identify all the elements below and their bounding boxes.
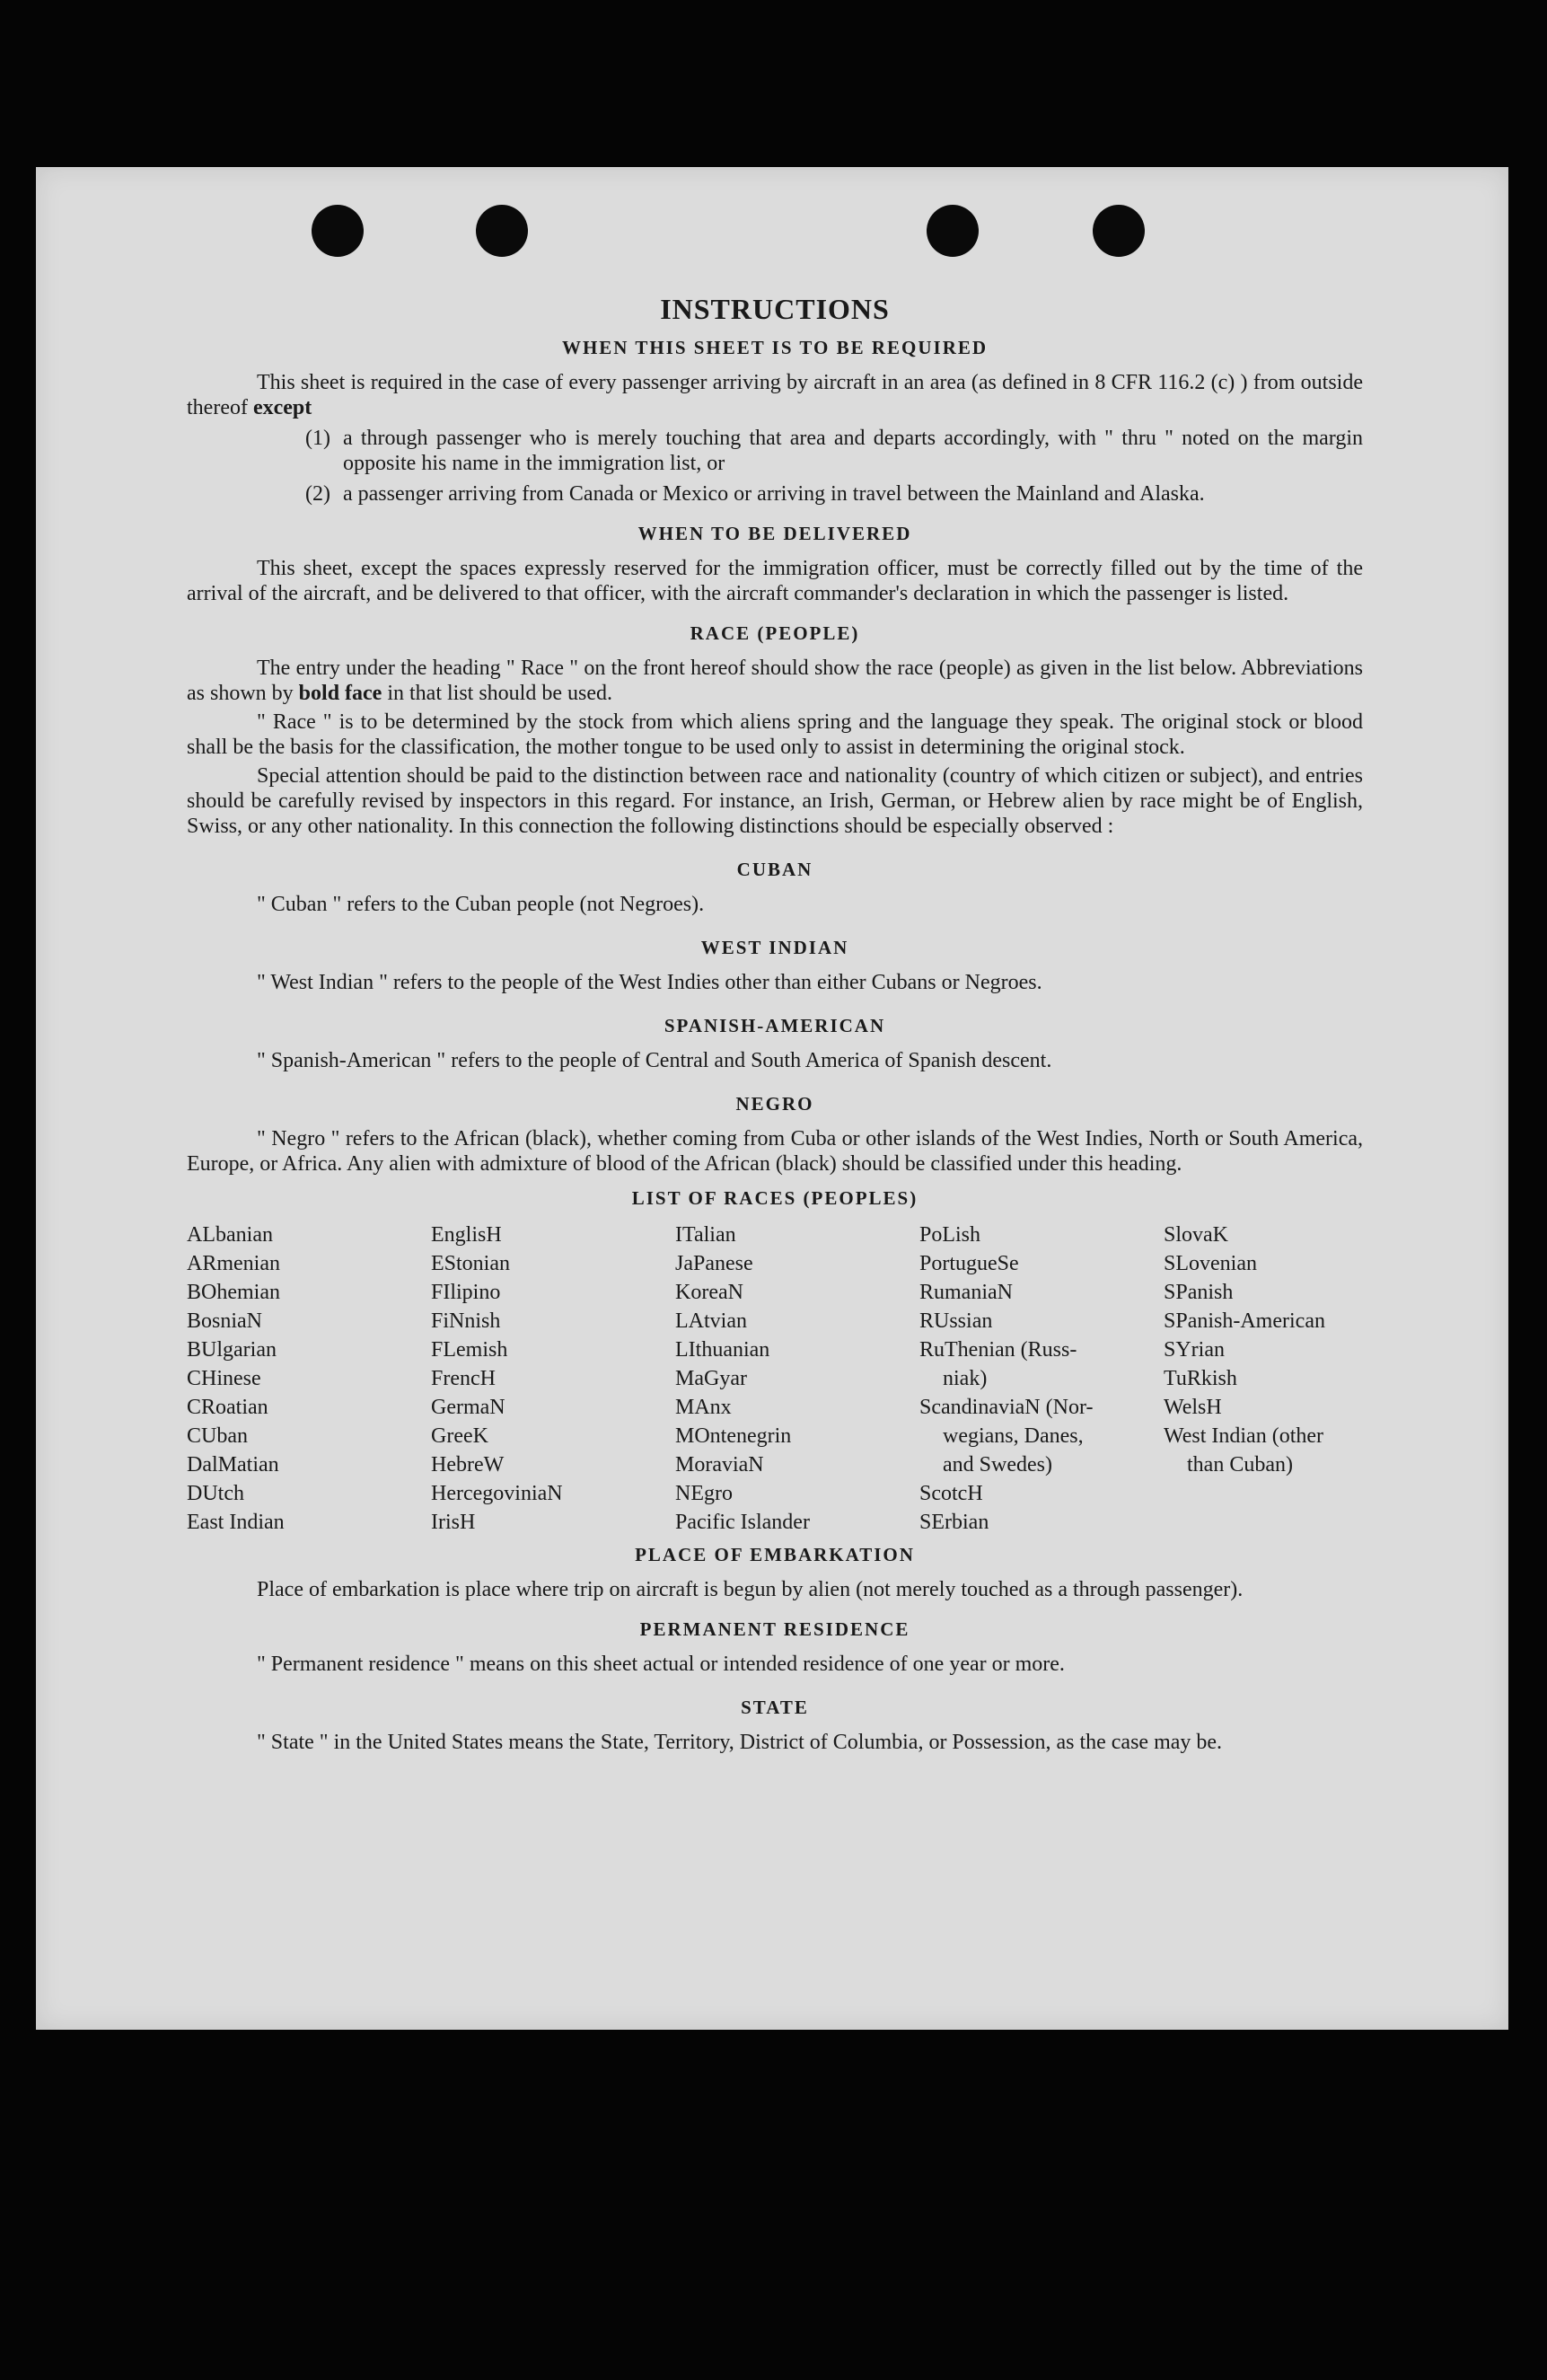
- race-item: GermaN: [431, 1396, 505, 1419]
- residence-text: " Permanent residence " means on this sheet actual or intended residence of one year or more.: [257, 1653, 1065, 1676]
- race-item: BOhemian: [187, 1281, 280, 1304]
- punch-hole-1: [312, 205, 364, 257]
- heading-cuban: CUBAN: [736, 859, 813, 880]
- race-item: LAtvian: [675, 1309, 747, 1333]
- race-item: DalMatian: [187, 1453, 279, 1476]
- page-title: INSTRUCTIONS: [660, 293, 890, 325]
- race-item: SLovenian: [1164, 1252, 1257, 1275]
- race-item-scandinavian: ScandinaviaN (Nor-: [919, 1396, 1094, 1419]
- race-item: CRoatian: [187, 1396, 268, 1419]
- race-item: SlovaK: [1164, 1223, 1228, 1247]
- race-item: FLemish: [431, 1338, 508, 1362]
- race-paragraph-3: Special attention should be paid to the distinction between race and nationality (country of which citizen or subject), and entries should be carefully revised by inspectors in this regard. For instance, an Irish, German, or Hebrew alien by race might be of English, Swiss, or any other nationality. In this connection the following distinctions should be especially observed :: [187, 764, 1363, 838]
- punch-hole-3: [927, 205, 979, 257]
- races-list: [187, 1221, 1363, 1537]
- race-item: EStonian: [431, 1252, 510, 1275]
- race-item: JaPanese: [675, 1252, 753, 1275]
- heading-race: RACE (PEOPLE): [690, 622, 860, 644]
- race-item: PortugueSe: [919, 1252, 1019, 1275]
- race-paragraph-1: The entry under the heading " Race " on the front hereof should show the race (people) as given in the list below. Abbreviations as shown by bold face in that list should be used.: [187, 657, 1363, 705]
- races-column-1: [187, 1221, 431, 1537]
- race-item: IrisH: [431, 1511, 476, 1534]
- race-item: MAnx: [675, 1396, 732, 1419]
- race-item: MOntenegrin: [675, 1424, 792, 1448]
- race-item: BUlgarian: [187, 1338, 277, 1362]
- race-item: East Indian: [187, 1511, 285, 1534]
- required-item-1: (1) a through passenger who is merely touching that area and departs accordingly, with " thru " noted on the margin opposite his name in the immigration list, or: [305, 427, 1363, 475]
- required-item-2: (2) a passenger arriving from Canada or Mexico or arriving in travel between the Mainland and Alaska.: [305, 482, 1205, 506]
- heading-state: STATE: [741, 1697, 809, 1718]
- required-intro: This sheet is required in the case of every passenger arriving by aircraft in an area (as defined in 8 CFR 116.2 (c) ) from outside thereof except: [187, 371, 1363, 419]
- race-item-west-indian-cont: than Cuban): [1187, 1453, 1293, 1476]
- heading-negro: NEGRO: [735, 1093, 814, 1115]
- race-item: RUssian: [919, 1309, 993, 1333]
- delivered-text: This sheet, except the spaces expressly reserved for the immigration officer, must be correctly filled out by the time of the arrival of the aircraft, and be delivered to that officer, with the aircraft commander's declaration in which the passenger is listed.: [187, 557, 1363, 605]
- race-item: MoraviaN: [675, 1453, 764, 1476]
- west-indian-text: " West Indian " refers to the people of the West Indies other than either Cubans or Negroes.: [257, 971, 1042, 994]
- cuban-text: " Cuban " refers to the Cuban people (not Negroes).: [257, 893, 705, 916]
- required-except: except: [252, 396, 312, 419]
- heading-list-of-races: LIST OF RACES (PEOPLES): [631, 1187, 919, 1209]
- race-item: NEgro: [675, 1482, 733, 1505]
- race-item: TuRkish: [1164, 1367, 1237, 1390]
- heading-required: WHEN THIS SHEET IS TO BE REQUIRED: [561, 337, 989, 358]
- race-item: ITalian: [675, 1223, 736, 1247]
- race-item-scandinavian-cont: and Swedes): [943, 1453, 1052, 1476]
- race-item: Pacific Islander: [675, 1511, 810, 1534]
- race-item: CHinese: [187, 1367, 261, 1390]
- race-item: LIthuanian: [675, 1338, 770, 1362]
- race-item: FiNnish: [431, 1309, 501, 1333]
- race-item: CUban: [187, 1424, 248, 1448]
- race-item-ruthenian-cont: niak): [943, 1367, 988, 1390]
- heading-embarkation: PLACE OF EMBARKATION: [635, 1544, 915, 1565]
- spanish-american-text: " Spanish-American " refers to the people of Central and South America of Spanish descent.: [257, 1049, 1052, 1072]
- race-item: DUtch: [187, 1482, 244, 1505]
- race-item: ALbanian: [187, 1223, 273, 1247]
- race-item: ScotcH: [919, 1482, 983, 1505]
- state-text: " State " in the United States means the State, Territory, District of Columbia, or Possession, as the case may be.: [257, 1731, 1223, 1754]
- race-item: SErbian: [919, 1511, 989, 1534]
- race-item: WelsH: [1164, 1396, 1222, 1419]
- race-item: SYrian: [1164, 1338, 1225, 1362]
- race-item: KoreaN: [675, 1281, 743, 1304]
- race-item: FrencH: [431, 1367, 496, 1390]
- race-item: BosniaN: [187, 1309, 262, 1333]
- race-item-west-indian: West Indian (other: [1164, 1424, 1324, 1448]
- heading-spanish-american: SPANISH-AMERICAN: [664, 1015, 886, 1036]
- race-item: FIlipino: [431, 1281, 501, 1304]
- document-sheet: [36, 167, 1508, 2030]
- race-item: EnglisH: [431, 1223, 502, 1247]
- embarkation-text: Place of embarkation is place where trip on aircraft is begun by alien (not merely touched as a through passenger).: [257, 1578, 1244, 1601]
- race-item: MaGyar: [675, 1367, 747, 1390]
- heading-west-indian: WEST INDIAN: [700, 937, 849, 958]
- race-item: RumaniaN: [919, 1281, 1013, 1304]
- races-column-2: [431, 1221, 675, 1537]
- race-item: GreeK: [431, 1424, 488, 1448]
- races-column-4: [919, 1221, 1164, 1537]
- race-item: PoLish: [919, 1223, 981, 1247]
- heading-delivered: WHEN TO BE DELIVERED: [637, 523, 912, 544]
- race-paragraph-2: " Race " is to be determined by the stock from which aliens spring and the language they speak. The original stock or blood shall be the basis for the classification, the mother tongue to be used only to assist in determining the original stock.: [187, 710, 1363, 759]
- document-content: [187, 293, 1363, 1755]
- race-item-ruthenian: RuThenian (Russ-: [919, 1338, 1077, 1362]
- race-item: SPanish: [1164, 1281, 1234, 1304]
- heading-residence: PERMANENT RESIDENCE: [639, 1618, 910, 1640]
- race-item: SPanish-American: [1164, 1309, 1325, 1333]
- race-item: ARmenian: [187, 1252, 280, 1275]
- race-item: HebreW: [431, 1453, 505, 1476]
- race-item: HercegoviniaN: [431, 1482, 563, 1505]
- bold-face-text: bold face: [298, 682, 382, 705]
- negro-text: " Negro " refers to the African (black), whether coming from Cuba or other islands of the West Indies, North or South America, Europe, or Africa. Any alien with admixture of blood of the African (black) should be classified under this heading.: [187, 1127, 1363, 1176]
- races-column-5: [1164, 1221, 1408, 1537]
- punch-hole-2: [476, 205, 528, 257]
- punch-hole-4: [1093, 205, 1145, 257]
- races-column-3: [675, 1221, 919, 1537]
- race-item-scandinavian-cont: wegians, Danes,: [943, 1424, 1084, 1448]
